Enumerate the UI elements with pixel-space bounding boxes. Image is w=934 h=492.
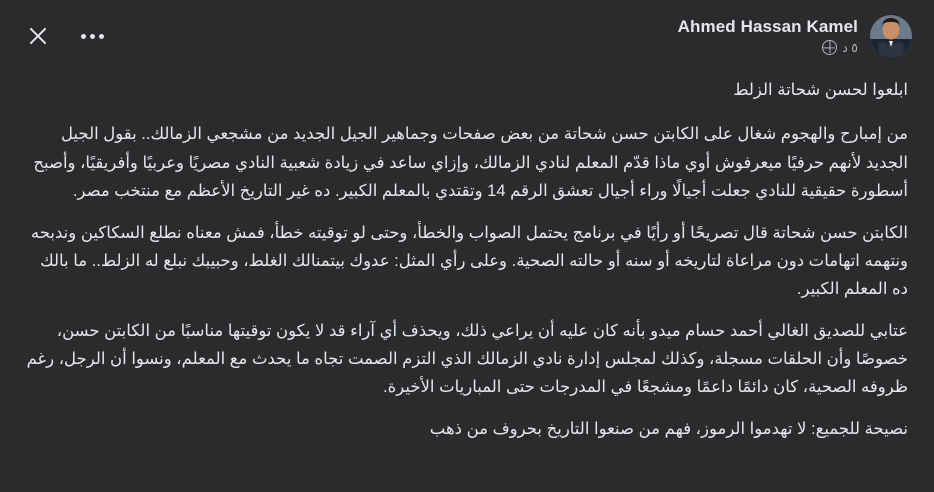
post-paragraph: الكابتن حسن شحاتة قال تصريحًا أو رأيًا في برنامج يحتمل الصواب والخطأ، وحتى لو توقيته خطأ، فمش معناه نطلع السكاكين وندبحه ونتهمه اتهامات دون مراعاة لتاريخه أو سنه أو حالته الصحية. وعلى رأي المثل: عدوك بيتمنالك الغلط، وحبيبك نبلع له الزلط.. ما بالك ده المعلم الكبير. — [30, 223, 908, 299]
post-content — [0, 72, 934, 443]
author-name[interactable]: Ahmed Hassan Kamel — [677, 16, 858, 36]
more-options-icon — [81, 34, 104, 39]
globe-icon — [822, 40, 837, 55]
post-timestamp: ٥ د — [842, 40, 858, 55]
post-paragraph: عتابي للصديق الغالي أحمد حسام ميدو بأنه كان عليه أن يراعي ذلك، ويحذف أي آراء قد لا يكون توقيتها مناسبًا من الكابتن حسن، خصوصًا وأن الحلقات مسجلة، وكذلك لمجلس إدارة نادي الزمالك الذي التزم الصمت تجاه ما يحدث مع المعلم، ونسوا أن الرجل، رغم ظروفه الصحية، كان دائمًا داعمًا ومشجعًا في المدرجات حتى المباريات الأخيرة. — [26, 321, 908, 397]
post-header — [0, 0, 934, 72]
header-left-controls — [18, 16, 112, 56]
author-info — [678, 17, 858, 56]
close-icon — [27, 25, 49, 47]
post-paragraph: ابلعوا لحسن شحاتة الزلط — [733, 81, 908, 99]
more-options-button[interactable] — [72, 16, 112, 56]
close-button[interactable] — [18, 16, 58, 56]
post-paragraph: نصيحة للجميع: لا تهدموا الرموز، فهم من صنعوا التاريخ بحروف من ذهب — [429, 419, 908, 438]
avatar[interactable] — [870, 15, 912, 57]
post-paragraph: من إمبارح والهجوم شغال على الكابتن حسن شحاتة من بعض صفحات وجماهير الجيل الجديد من مشجعي الزمالك.. بقول الجيل الجديد لأنهم حرفيًا ميعرفوش أوي ماذا قدّم المعلم لنادي الزمالك، وإزاي ساعد في زيادة شعبية النادي مصريًا وعربيًا وأفريقيًا، وأصبح أسطورة حقيقية للنادي جعلت أجيالًا وراء أجيال تعشق الرقم 14 وتقتدي بالمعلم الكبير. ده غير التاريخ الأعظم مع منتخب مصر. — [33, 125, 908, 201]
post-meta — [822, 40, 858, 55]
header-author-area[interactable] — [678, 15, 912, 57]
